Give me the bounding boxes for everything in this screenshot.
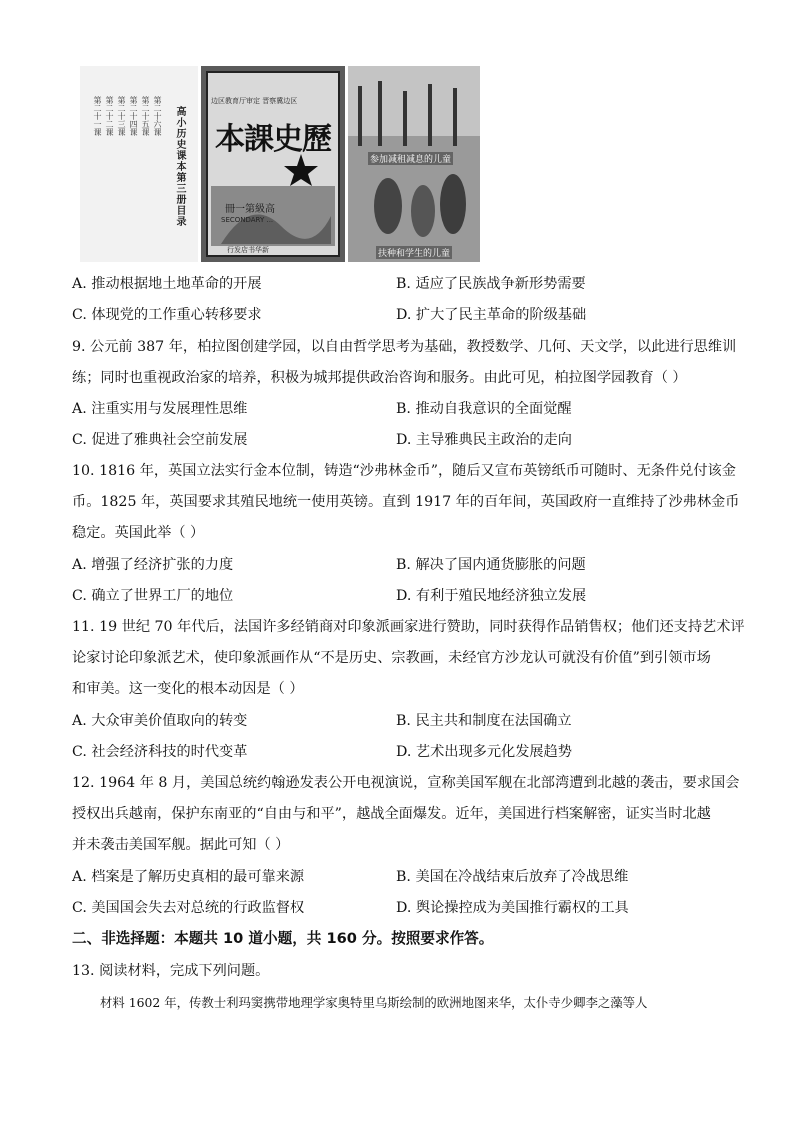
toc-item: 第二十六课	[153, 96, 162, 136]
historical-photo	[348, 66, 480, 262]
q10-option-c: C. 确立了世界工厂的地位	[72, 588, 234, 604]
toc-item: 第二十二课	[105, 96, 114, 136]
q8-option-d: D. 扩大了民主革命的阶级基础	[396, 307, 587, 323]
q8-option-b: B. 适应了民族战争新形势需要	[396, 276, 586, 292]
q12-stem-line1: 12. 1964 年 8 月，美国总统约翰逊发表公开电视演说，宣称美国军舰在北部湾遭到北越的袭击，要求国会	[72, 775, 740, 791]
q8-option-a: A. 推动根据地土地革命的开展	[72, 276, 262, 292]
toc-title: 高小历史课本第三册目录	[174, 106, 185, 227]
cover-latin-text: SECONDARY ...	[221, 216, 274, 224]
photo-caption-top: 参加减租减息的儿童	[368, 152, 453, 165]
figure-strip	[80, 66, 480, 262]
q11-stem-line2: 论家讨论印象派艺术，使印象派画作从“不是历史、宗教画，未经官方沙龙认可就没有价值”到引领市场	[72, 650, 711, 666]
q9-option-b: B. 推动自我意识的全面觉醒	[396, 401, 572, 417]
cover-publisher: 行发店书华新	[227, 246, 269, 254]
q10-stem-line3: 稳定。英国此举（ ）	[72, 525, 205, 541]
q9-option-c: C. 促进了雅典社会空前发展	[72, 432, 248, 448]
q10-option-d: D. 有利于殖民地经济独立发展	[396, 588, 587, 604]
toc-item: 第二十四课	[129, 96, 138, 136]
toc-item: 第二十三课	[117, 96, 126, 136]
q10-stem-line2: 币。1825 年，英国要求其殖民地统一使用英镑。直到 1917 年的百年间，英国政府一直维持了沙弗林金币	[72, 494, 740, 510]
toc-item: 第二十五课	[141, 96, 150, 136]
q11-option-b: B. 民主共和制度在法国确立	[396, 713, 572, 729]
q12-option-d: D. 舆论操控成为美国推行霸权的工具	[396, 900, 629, 916]
q12-stem-line3: 并未袭击美国军舰。据此可知（ ）	[72, 837, 290, 853]
q9-stem-line2: 练；同时也重视政治家的培养，积极为城邦提供政治咨询和服务。由此可见，柏拉图学园教育（ ）	[72, 370, 687, 386]
q10-option-a: A. 增强了经济扩张的力度	[72, 557, 234, 573]
cover-top-text: 边区教育厅审定 晋察冀边区	[211, 97, 298, 105]
q8-option-c: C. 体现党的工作重心转移要求	[72, 307, 262, 323]
toc-item: 第二十一课	[93, 96, 102, 136]
section-heading: 二、非选择题：本题共 10 道小题，共 160 分。按照要求作答。	[72, 930, 494, 947]
q13-material: 材料 1602 年，传教士利玛窦携带地理学家奥特里乌斯绘制的欧洲地图来华，太仆寺少卿李之藻等人	[100, 995, 648, 1010]
q9-option-a: A. 注重实用与发展理性思维	[72, 401, 248, 417]
q12-option-b: B. 美国在冷战结束后放弃了冷战思维	[396, 869, 629, 885]
q9-stem-line1: 9. 公元前 387 年，柏拉图创建学园，以自由哲学思考为基础，教授数学、几何、天文学，以此进行思维训	[72, 339, 737, 355]
q11-option-a: A. 大众审美价值取向的转变	[72, 713, 248, 729]
textbook-toc-image	[80, 66, 198, 262]
q12-stem-line2: 授权出兵越南，保护东南亚的“自由与和平”，越战全面爆发。近年，美国进行档案解密，证实当时北越	[72, 806, 711, 822]
q9-option-d: D. 主导雅典民主政治的走向	[396, 432, 572, 448]
q11-option-d: D. 艺术出现多元化发展趋势	[396, 744, 572, 760]
q10-option-b: B. 解决了国内通货膨胀的问题	[396, 557, 586, 573]
q11-option-c: C. 社会经济科技的时代变革	[72, 744, 248, 760]
q11-stem-line1: 11. 19 世纪 70 年代后，法国许多经销商对印象派画家进行赞助，同时获得作品销售权；他们还支持艺术评	[72, 619, 745, 635]
textbook-cover-image	[201, 66, 345, 262]
q12-option-a: A. 档案是了解历史真相的最可靠来源	[72, 869, 305, 885]
q13-stem: 13. 阅读材料，完成下列问题。	[72, 963, 270, 979]
q11-stem-line3: 和审美。这一变化的根本动因是（ ）	[72, 681, 304, 697]
cover-title: 本課史歷	[215, 122, 331, 157]
q10-stem-line1: 10. 1816 年，英国立法实行金本位制，铸造“沙弗林金币”，随后又宣布英镑纸币可随时、无条件兑付该金	[72, 463, 736, 479]
photo-caption-bottom: 扶种和学生的儿童	[376, 246, 452, 259]
cover-subtitle: 冊一第級高	[225, 204, 275, 215]
q12-option-c: C. 美国国会失去对总统的行政监督权	[72, 900, 305, 916]
